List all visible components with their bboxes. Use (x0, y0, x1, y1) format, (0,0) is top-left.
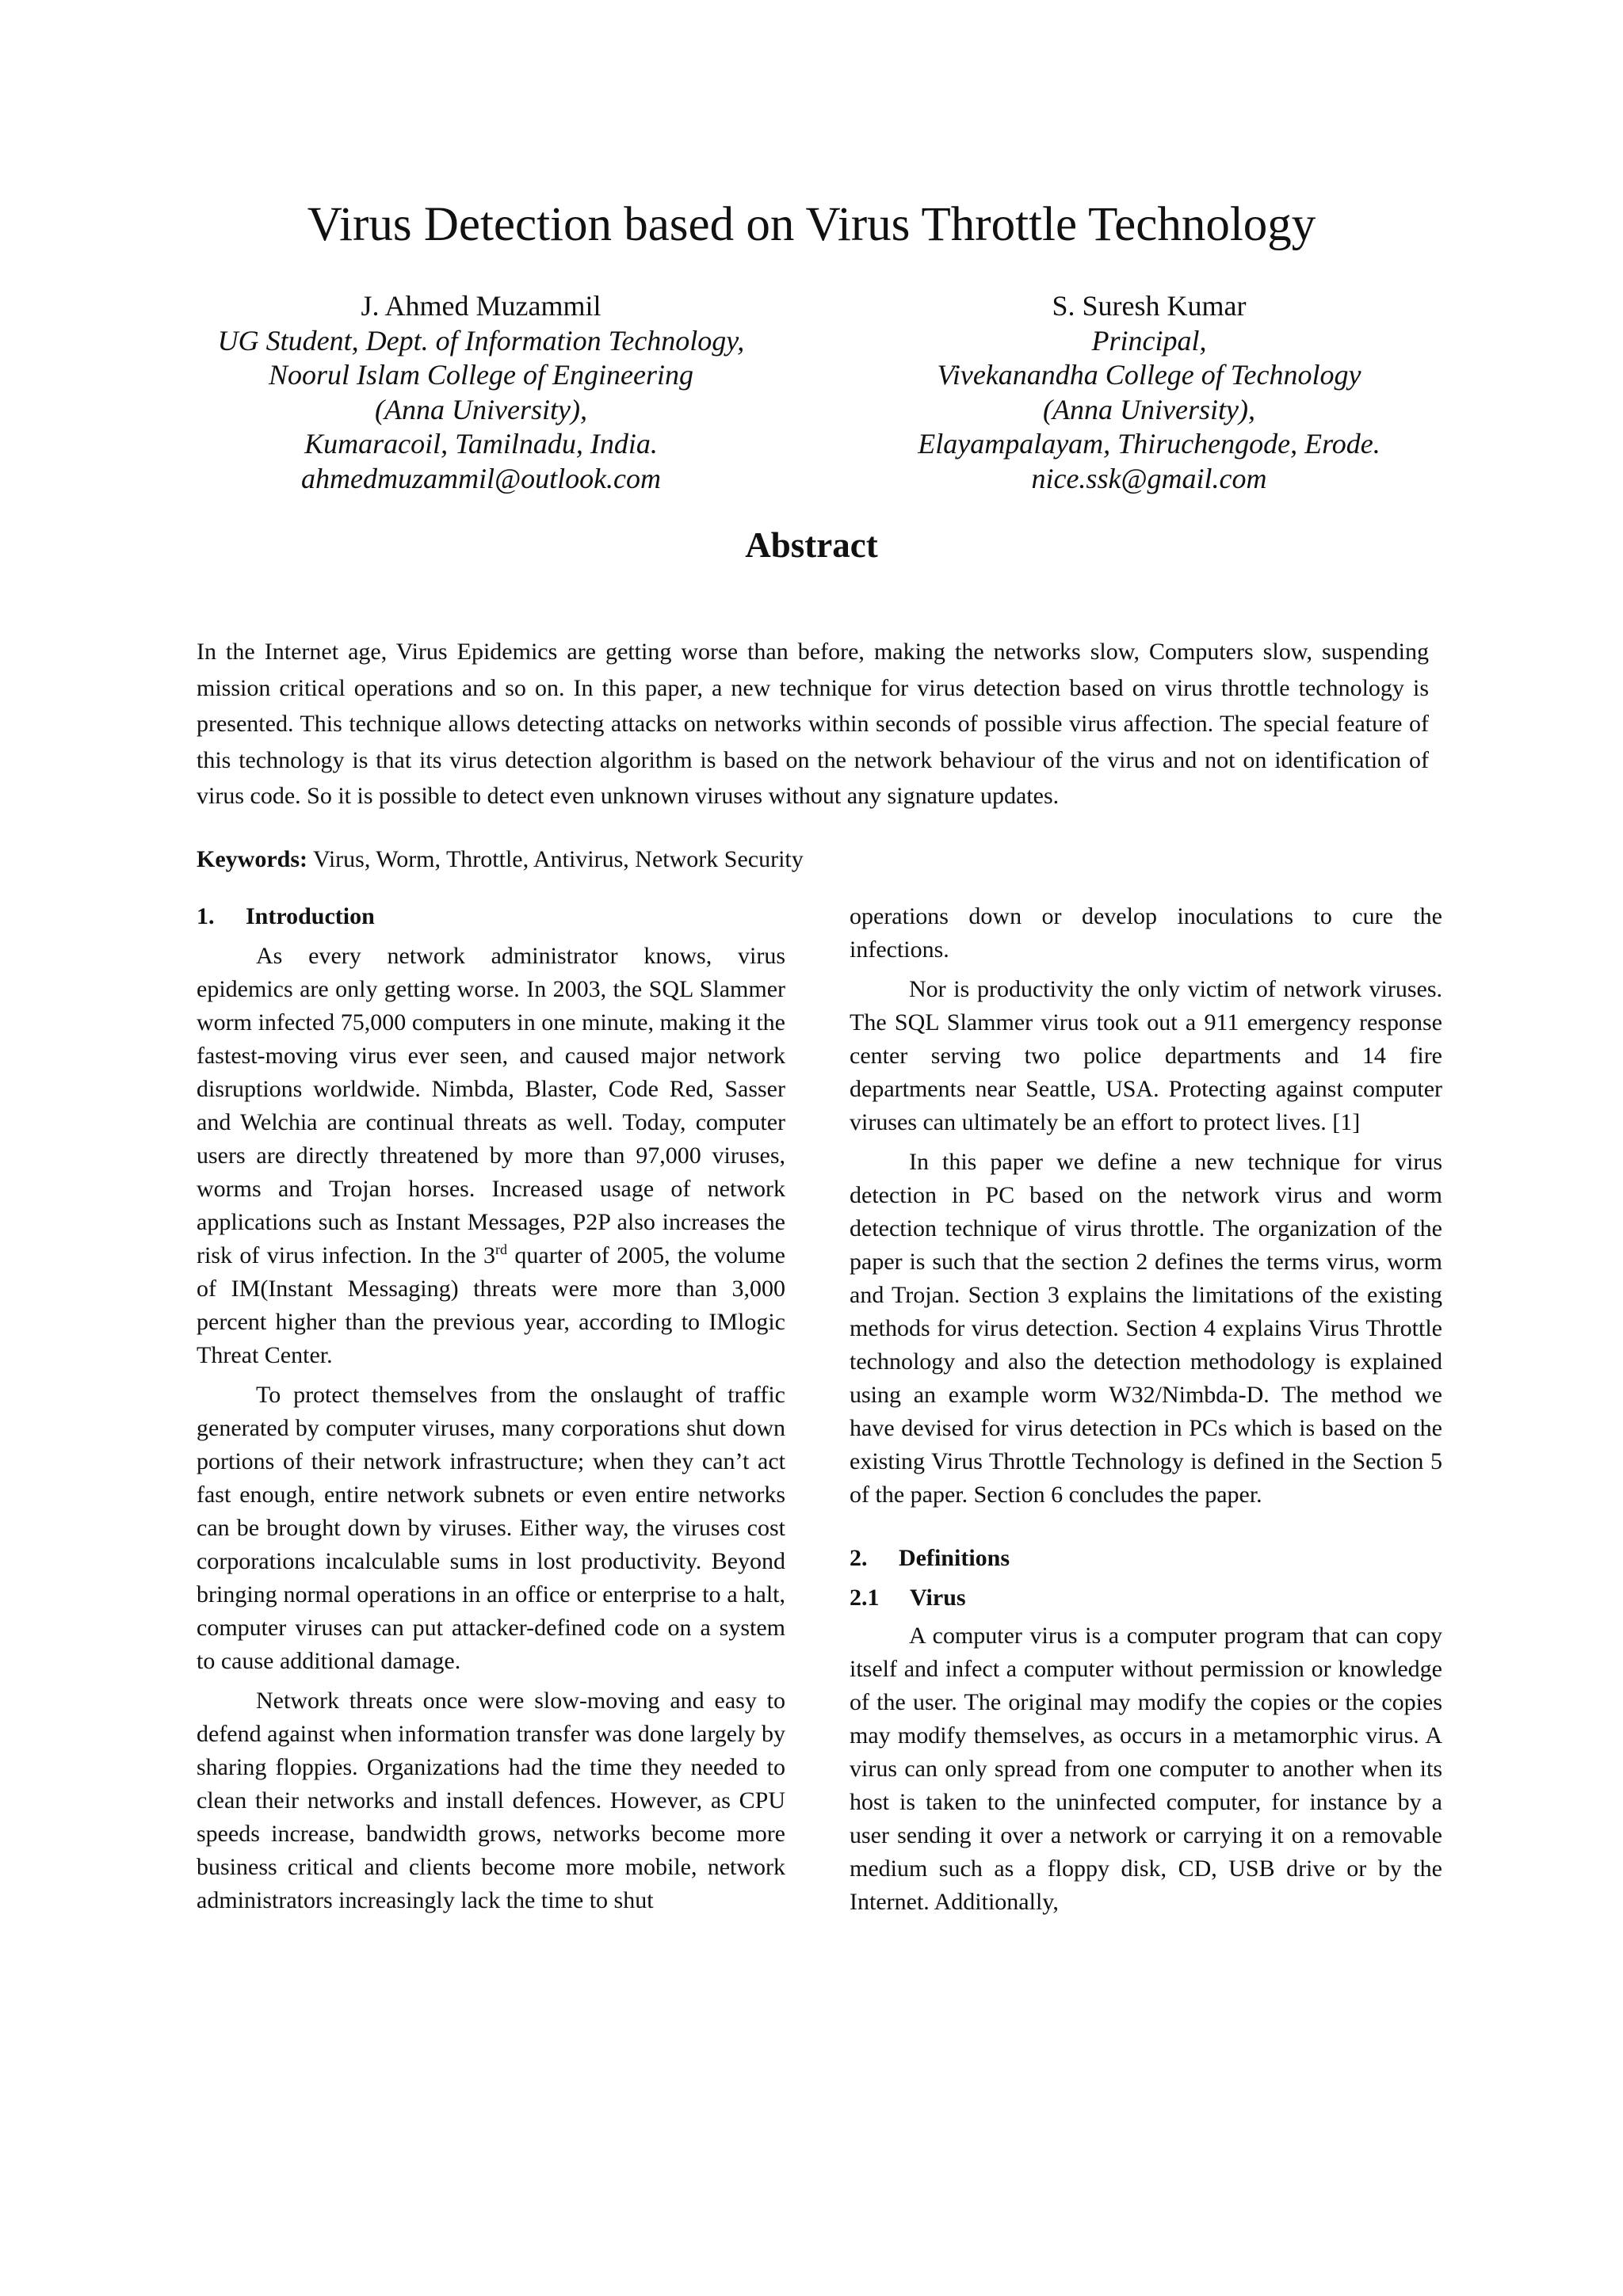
author-2-institution: Vivekanandha College of Technology (937, 359, 1361, 391)
author-1-name: J. Ahmed Muzammil (361, 290, 601, 322)
section-2-heading (850, 1542, 1442, 1575)
author-2-name: S. Suresh Kumar (1052, 290, 1247, 322)
intro-paragraph-3-continued: operations down or develop inoculations to cure the infections. (850, 903, 1442, 963)
author-2-role: Principal, (1091, 324, 1207, 357)
abstract-text: In the Internet age, Virus Epidemics are getting worse than before, making the networks slow, Computers slow, suspending mission critical operations and so on. In this paper, a new technique for virus detection based on virus throttle technology is presented. This technique allows detecting attacks on networks within seconds of possible virus affection. The special feature of this technology is that its virus detection algorithm is based on the network behaviour of the virus and not on identification of virus code. So it is possible to detect even unknown viruses without any signature updates. (197, 639, 1429, 810)
section-1-number: 1. (197, 903, 215, 929)
section-gap (850, 1518, 1442, 1542)
author-1-block (116, 289, 846, 496)
intro-p1-text-a: As every network administrator knows, virus epidemics are only getting worse. In 2003, the SQL Slammer worm infected 75,000 computers in one minute, making it the fastest-moving virus ever seen, and caused major network disruptions worldwide. Nimbda, Blaster, Code Red, Sasser and Welchia are continual threats as well. Today, computer users are directly threatened by more than 97,000 viruses, worms and Trojan horses. Increased usage of network applications such as Instant Messages, P2P also increases the risk of virus infection. In the 3 (197, 943, 785, 1268)
intro-paragraph-1 (197, 940, 785, 1372)
author-1-university: (Anna University), (375, 393, 587, 425)
intro-p1-text-b: quarter of 2005, the volume of IM(Instant Messaging) threats were more than 3,000 percent higher than the previous year, according to IMlogic Threat Center. (197, 1242, 785, 1368)
author-1-institution: Noorul Islam College of Engineering (269, 359, 693, 391)
section-1-title: Introduction (246, 903, 375, 929)
intro-paragraph-5: In this paper we define a new technique for virus detection in PC based on the network virus and worm detection technique of virus throttle. The organization of the paper is such that the section 2 defines the terms virus, worm and Trojan. Section 3 explains the limitations of the existing methods for virus detection. Section 4 explains Virus Throttle technology and also the detection methodology is explained using an example worm W32/Nimbda-D. The method we have devised for virus detection in PCs which is based on the existing Virus Throttle Technology is defined in the Section 5 of the paper. Section 6 concludes the paper. (850, 1149, 1442, 1508)
left-column (197, 900, 785, 1924)
section-2-1-number: 2.1 (850, 1585, 880, 1611)
intro-p1-superscript: rd (495, 1241, 508, 1257)
virus-definition-paragraph: A computer virus is a computer program that can copy itself and infect a computer without permission or knowledge of the user. The original may modify the copies or the copies may modify themselves, as occurs in a metamorphic virus. A virus can only spread from one computer to another when its host is taken to the uninfected computer, for instance by a user sending it over a network or carrying it on a removable medium such as a floppy disk, CD, USB drive or by the Internet. Additionally, (850, 1623, 1442, 1915)
section-1-heading (197, 900, 785, 933)
section-2-title: Definitions (899, 1545, 1010, 1571)
paper-title: Virus Detection based on Virus Throttle Technology (307, 198, 1316, 251)
author-2-block (785, 289, 1514, 496)
keywords-label: Keywords: (197, 846, 307, 872)
author-2-university: (Anna University), (1043, 393, 1255, 425)
intro-paragraph-2: To protect themselves from the onslaught of traffic generated by computer viruses, many corporations shut down portions of their network infrastructure; when they can’t act fast enough, entire network subnets or even entire networks can be brought down by viruses. Either way, the viruses cost corporations incalculable sums in lost productivity. Beyond bringing normal operations in an office or enterprise to a halt, computer viruses can put attacker-defined code on a system to cause additional damage. (197, 1382, 785, 1674)
abstract-heading: Abstract (745, 525, 878, 565)
author-1-role: UG Student, Dept. of Information Technology, (217, 324, 745, 357)
section-2-1-title: Virus (910, 1585, 966, 1611)
keywords-text: Virus, Worm, Throttle, Antivirus, Network Security (312, 846, 804, 872)
author-1-email: ahmedmuzammil@outlook.com (300, 462, 662, 494)
author-2-location: Elayampalayam, Thiruchengode, Erode. (918, 428, 1381, 460)
author-1-location: Kumaracoil, Tamilnadu, India. (304, 428, 658, 460)
intro-paragraph-3: Network threats once were slow-moving and easy to defend against when information transfer was done largely by sharing floppies. Organizations had the time they needed to clean their networks and install defences. However, as CPU speeds increase, bandwidth grows, networks become more business critical and clients become more mobile, network administrators increasingly lack the time to shut (197, 1688, 785, 1913)
keywords-line (197, 841, 1429, 877)
intro-paragraph-4: Nor is productivity the only victim of network viruses. The SQL Slammer virus took out a 911 emergency response center serving two police departments and 14 fire departments near Seattle, USA. Protecting against computer viruses can ultimately be an effort to protect lives. [1] (850, 976, 1442, 1135)
author-2-email: nice.ssk@gmail.com (1031, 462, 1267, 494)
section-2-1-heading (850, 1581, 1442, 1615)
right-column (850, 900, 1442, 1925)
section-2-number: 2. (850, 1545, 868, 1571)
